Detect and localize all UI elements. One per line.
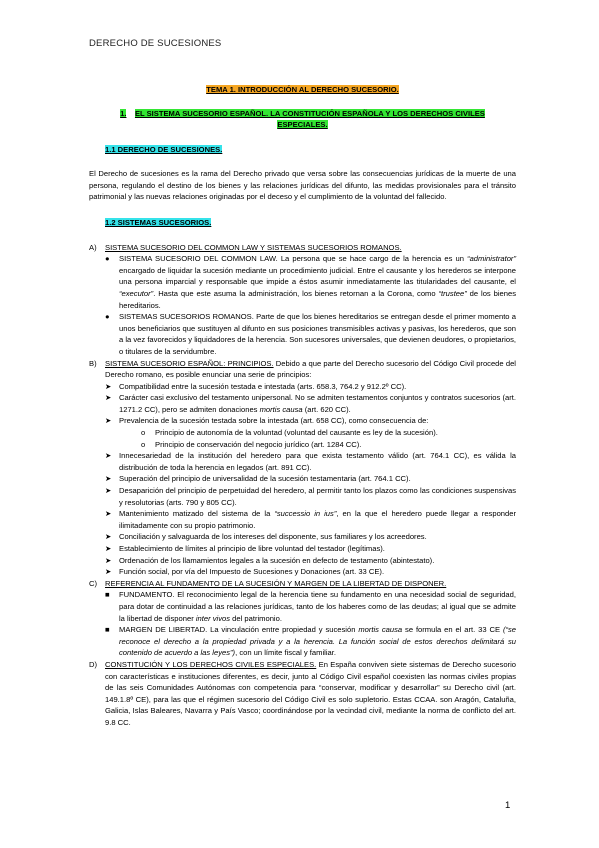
arrow-item-text: Función social, por vía del Impuesto de Sucesiones y Donaciones (art. 33 CE). (119, 567, 385, 577)
page-number: 1 (505, 800, 511, 811)
square-item-text (119, 624, 516, 659)
letter-a: A) (89, 242, 97, 252)
bullet-romanos (105, 311, 516, 357)
arrow-item-text: Desaparición del principio de perpetuidad del heredero, al permitir tanto los plazos como las condiciones suspensivas y resolutorias (arts. 790 y 805 CC). (119, 486, 516, 507)
square-item-text (119, 589, 516, 624)
intro-paragraph: El Derecho de sucesiones es la rama del Derecho privado que versa sobre las consecuencias jurídicas de la muerte de una persona, regulando el destino de los bienes y las relaciones jurídicas del difunto, las medidas provisionales para el tránsito patrimonial y las nuevas relaciones originadas por el deceso y el cumplimiento de la voluntad del fallecido. (89, 169, 516, 202)
item-d-text (105, 659, 516, 729)
arrow-item-text: Ordenación de los llamamientos legales a la sucesión en defecto de testamento (abintestato). (119, 555, 435, 565)
arrow-item-text (119, 392, 516, 415)
arrow-item (105, 473, 516, 485)
square-item (105, 589, 516, 624)
arrow-bullet-icon: ➤ (105, 486, 112, 496)
text-span: del patrimonio. (230, 613, 282, 623)
bullet-text (119, 253, 516, 311)
arrow-bullet-icon: ➤ (105, 474, 112, 484)
arrow-item-text: Compatibilidad entre la sucesión testada e intestada (arts. 658.3, 764.2 y 912.2º CC). (119, 381, 407, 391)
subsection-1-1-title: 1.1 DERECHO DE SUCESIONES. (105, 144, 223, 154)
document-body (89, 84, 516, 729)
italic-span: “administrator” (467, 254, 516, 264)
arrow-item-text: Innecesariedad de la institución del heredero para que exista testamento válido (art. 764.1 CC), es válida la distribución de toda la herencia en legados (art. 891 CC). (119, 451, 516, 472)
section-1-title: EL SISTEMA SUCESORIO ESPAÑOL. LA CONSTITUCIÓN ESPAÑOLA Y LOS DERECHOS CIVILES ESPECIALES. (134, 108, 485, 129)
square-item (105, 624, 516, 659)
tema-title-row (89, 84, 516, 96)
italic-span: “executor” (119, 288, 154, 298)
arrow-item (105, 485, 516, 508)
arrow-item-text: Conciliación y salvaguarda de los intereses del disponente, sus familiares y los acreedores. (119, 532, 427, 542)
section-1-number: 1. (120, 108, 127, 118)
section-1-heading (109, 108, 496, 130)
circle-bullet-icon: o (141, 428, 146, 438)
list-item-d (89, 659, 516, 729)
subitem-text: Principio de conservación del negocio jurídico (art. 1284 CC). (155, 439, 362, 449)
subsection-1-2-title: 1.2 SISTEMAS SUCESORIOS. (105, 217, 212, 227)
item-d-title: CONSTITUCIÓN Y LOS DERECHOS CIVILES ESPECIALES. (105, 659, 317, 669)
arrow-item-text: Establecimiento de límites al principio de libre voluntad del testador (legítimas). (119, 544, 385, 553)
text-span: , en la que el heredero puede llegar a responder ilimitadamente con su propio patrimonio. (119, 509, 516, 530)
italic-span: mortis causa (259, 404, 303, 414)
arrow-bullet-icon: ➤ (105, 393, 112, 403)
arrow-item (105, 508, 516, 531)
list-item-c (89, 578, 516, 590)
letter-b: B) (89, 358, 97, 368)
text-span: Debido a que parte del Derecho sucesorio del Código Civil procede del Derecho romano, es posible enunciar una serie de principios: (105, 358, 516, 380)
tema-title: TEMA 1. INTRODUCCIÓN AL DERECHO SUCESORIO. (206, 85, 399, 94)
arrow-item-text: Prevalencia de la sucesión testada sobre la intestada (art. 658 CC), como consecuencia de: (119, 416, 429, 426)
item-b-title: SISTEMA SUCESORIO ESPAÑOL: PRINCIPIOS. (105, 358, 274, 368)
arrow-bullet-icon: ➤ (105, 544, 112, 553)
item-a-title: SISTEMA SUCESORIO DEL COMMON LAW Y SISTEMAS SUCESORIOS ROMANOS. (105, 242, 402, 252)
letter-c: C) (89, 578, 98, 588)
text-span: Mantenimiento matizado del sistema de la (119, 509, 275, 519)
arrow-bullet-icon: ➤ (105, 567, 112, 577)
arrow-item (105, 392, 516, 415)
list-item-b (89, 358, 516, 381)
arrow-item-text: Superación del principio de universalidad de la sucesión testamentaria (art. 764.1 CC). (119, 474, 411, 484)
text-span: MARGEN DE LIBERTAD. La vinculación entre propiedad y sucesión (119, 625, 359, 635)
text-span: encargado de liquidar la sucesión mediante un procedimiento judicial. Entre el causante y los herederos se interpone una persona imparcial y responsable que impide a éstos asumir inmediatamente las titularidades del causante, el (119, 265, 516, 287)
italic-span: mortis causa (358, 625, 403, 635)
arrow-item (105, 566, 516, 578)
arrow-item (105, 450, 516, 473)
subitem-text: Principio de autonomía de la voluntad (voluntad del causante es ley de la sucesión). (155, 428, 438, 438)
arrow-item (105, 531, 516, 543)
arrow-bullet-icon: ➤ (105, 509, 112, 519)
subsection-1-2-heading (105, 217, 516, 229)
square-bullet-icon: ■ (105, 590, 110, 600)
arrow-bullet-icon: ➤ (105, 555, 112, 565)
arrow-bullet-icon: ➤ (105, 416, 112, 426)
item-c-title: REFERENCIA AL FUNDAMENTO DE LA SUCESIÓN Y MARGEN DE LA LIBERTAD DE DISPONER. (105, 578, 447, 588)
arrow-bullet-icon: ➤ (105, 451, 112, 461)
text-span: SISTEMA SUCESORIO DEL COMMON LAW. La persona que se hace cargo de la herencia es un (119, 254, 468, 264)
arrow-item (105, 415, 516, 427)
italic-span: (“se reconoce el derecho a la propiedad privada y a la herencia. La función social de estos derechos delimitará su contenido de acuerdo a las leyes”) (119, 625, 517, 658)
bullet-common-law (105, 253, 516, 311)
list-item-a (89, 242, 516, 254)
arrow-bullet-icon: ➤ (105, 532, 112, 542)
arrow-item (105, 555, 516, 567)
italic-span: “trustee” (438, 288, 467, 298)
text-span: Carácter casi exclusivo del testamento unipersonal. No se admiten testamentos conjuntos y contratos sucesorios (art. 1271.2 CC), pero se admiten donaciones (119, 393, 516, 414)
bullet-icon: ● (105, 254, 110, 264)
text-span: se formula en el art. 33 CE (402, 625, 503, 635)
italic-span: “successio in ius” (274, 509, 337, 519)
text-span: FUNDAMENTO. El reconocimiento legal de la herencia tiene su fundamento en una necesidad social de seguridad, para dotar de continuidad a las relaciones jurídicas, tanto de los haberes como de las deudas; al igual que se admite la libertad de disponer (119, 590, 516, 623)
arrow-item-text (119, 508, 516, 531)
text-span: En España conviven siete sistemas de Derecho sucesorio con características e instituciones diferentes, es decir, junto al Código Civil español coexisten las normas civiles propias de las seis Comunidades Autónomas con competencia para “conservar, modificar y desarrollar” su Derecho civil (art. 149.1.8º CE), para las que el régimen sucesorio del Código Civil es solo supletorio. Estas CCAA. son Aragón, Cataluña, Galicia, Islas Baleares, Navarra y País Vasco; coordinándose por la vecindad civil, mediante la norma de conflicto del art. 9.8 CC. (105, 659, 516, 727)
arrow-item (105, 543, 516, 555)
text-span: de los bienes hereditarios. (119, 288, 516, 310)
arrow-bullet-icon: ➤ (105, 381, 112, 391)
text-span: , con un límite fiscal y familiar. (235, 648, 336, 658)
circle-subitem (141, 427, 516, 439)
page-header: DERECHO DE SUCESIONES (89, 38, 222, 49)
text-span: . Hasta que este asuma la administración, los bienes retornan a la Corona, como (153, 288, 439, 298)
subsection-1-1-heading (105, 144, 516, 156)
bullet-icon: ● (105, 312, 110, 322)
circle-bullet-icon: o (141, 439, 146, 449)
text-span: (art. 620 CC). (302, 404, 351, 414)
square-bullet-icon: ■ (105, 625, 110, 635)
italic-span: inter vivos (195, 613, 231, 623)
item-b-text (105, 358, 516, 381)
letter-d: D) (89, 659, 98, 669)
arrow-item (105, 381, 516, 393)
circle-subitem (141, 439, 516, 451)
bullet-text: SISTEMAS SUCESORIOS ROMANOS. Parte de que los bienes hereditarios se entregan desde el primer momento a unos beneficiarios que sustituyen al difunto en sus posiciones transmisibles activas y pasivas, los herederos, que son a la vez favorecidos y liquidadores de la herencia. Son sucesores universales, que devienen deudores, o propietarios, o titulares de la servidumbre. (119, 312, 516, 356)
